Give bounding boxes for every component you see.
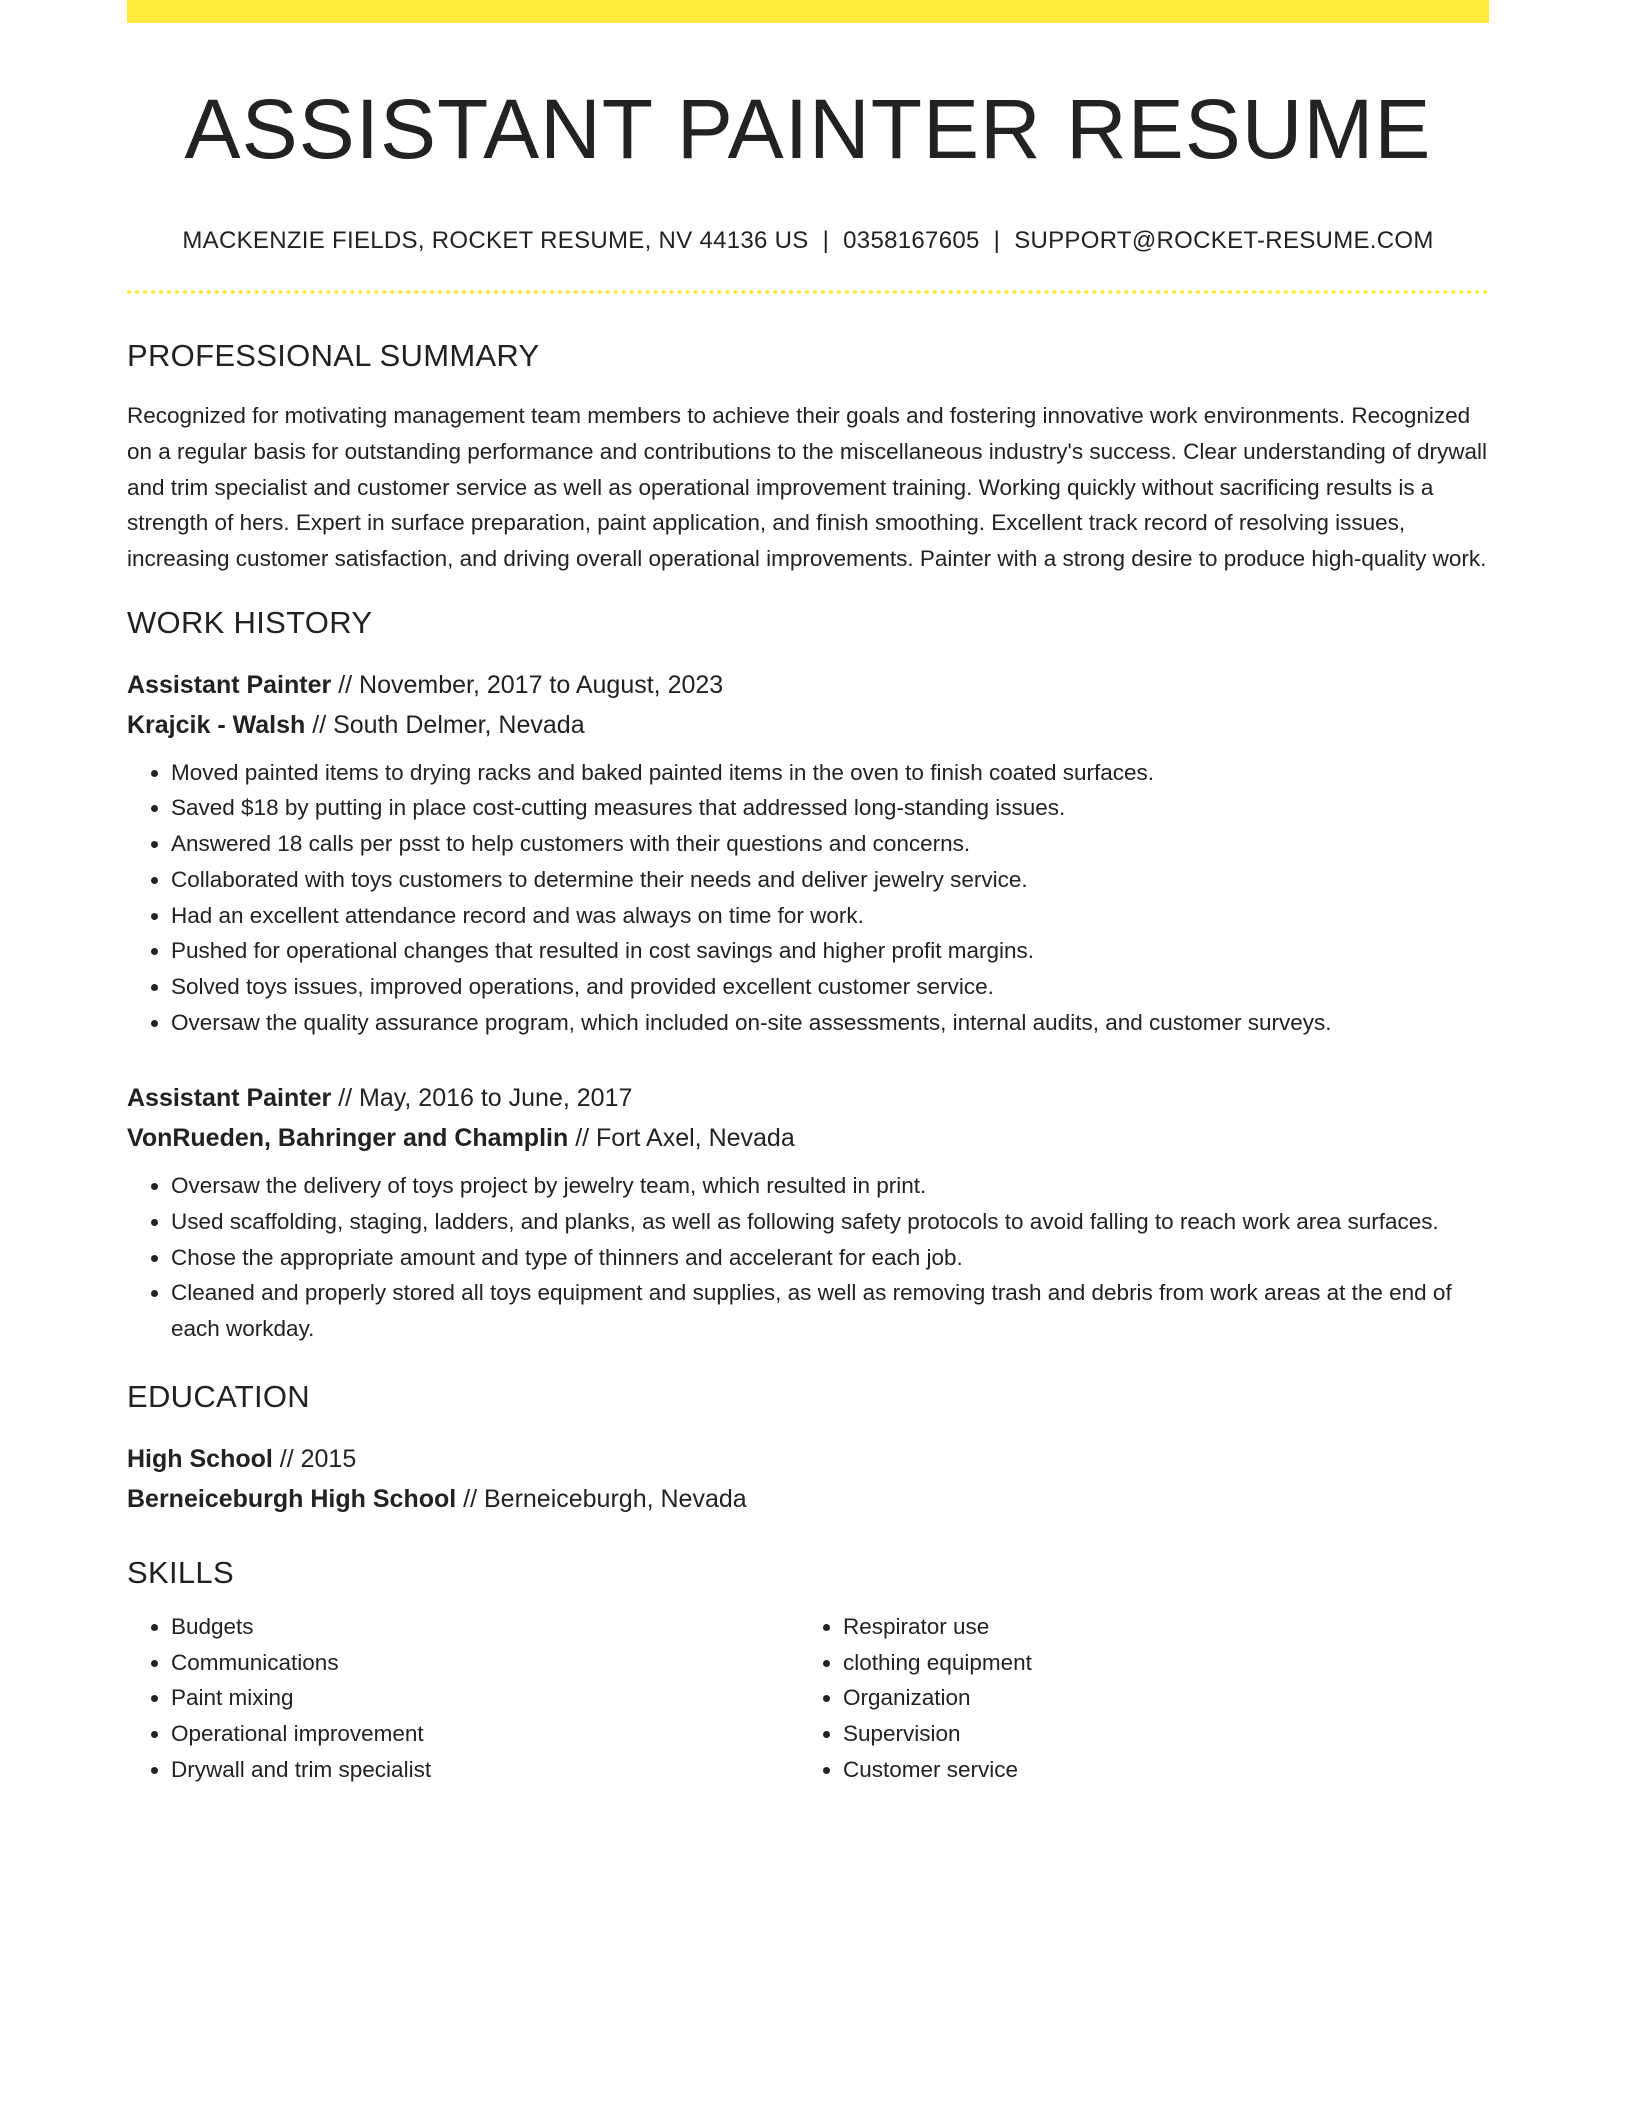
job-title-line	[127, 665, 1489, 705]
job-bullets	[127, 755, 1489, 1041]
education-entry	[127, 1439, 1489, 1519]
contact-email[interactable]: SUPPORT@ROCKET-RESUME.COM	[1014, 227, 1434, 255]
skill-item: • Operational improvement	[171, 1716, 799, 1752]
job-location: // South Delmer, Nevada	[305, 710, 585, 739]
job-entry	[127, 1078, 1489, 1347]
job-bullet: • Cleaned and properly stored all toys equipment and supplies, as well as removing trash and debris from work areas at the end of each workday.	[171, 1275, 1489, 1346]
summary-text: Recognized for motivating management team members to achieve their goals and fostering innovative work environments. Recognized on a regular basis for outstanding performance and contributions to the miscellaneous industry's success. Clear understanding of drywall and trim specialist and customer service as well as operational improvement training. Working quickly without sacrificing results is a strength of hers. Expert in surface preparation, paint application, and finish smoothing. Excellent track record of resolving issues, increasing customer satisfaction, and driving overall operational improvements. Painter with a strong desire to produce high-quality work.	[127, 403, 1488, 571]
job-title-line	[127, 1078, 1489, 1118]
job-company: Krajcik - Walsh	[127, 710, 306, 739]
job-company-line	[127, 1118, 1489, 1158]
job-title: Assistant Painter	[127, 670, 332, 699]
header-divider	[127, 290, 1489, 294]
skill-item: • Communications	[171, 1645, 799, 1681]
job-bullet: • Had an excellent attendance record and was always on time for work.	[171, 898, 1489, 934]
skill-item: • Supervision	[843, 1716, 1471, 1752]
job-bullet: • Saved $18 by putting in place cost-cutting measures that addressed long-standing issues.	[171, 790, 1489, 826]
job-company-line	[127, 705, 1489, 745]
skill-item: • Drywall and trim specialist	[171, 1752, 799, 1788]
job-bullet: • Solved toys issues, improved operations, and provided excellent customer service.	[171, 969, 1489, 1005]
contact-separator: |	[822, 227, 830, 255]
job-bullets	[127, 1168, 1489, 1347]
skill-item: • Budgets	[171, 1609, 799, 1645]
job-bullet: • Pushed for operational changes that resulted in cost savings and higher profit margins.	[171, 933, 1489, 969]
job-bullet: • Used scaffolding, staging, ladders, and planks, as well as following safety protocols to avoid falling to reach work area surfaces.	[171, 1204, 1489, 1240]
education-degree-line	[127, 1439, 1489, 1479]
contact-address: MACKENZIE FIELDS, ROCKET RESUME, NV 44136 US	[182, 227, 809, 255]
skills-column-left	[127, 1609, 799, 1788]
job-company: VonRueden, Bahringer and Champlin	[127, 1124, 569, 1153]
skill-item: • Customer service	[843, 1752, 1471, 1788]
job-dates: // May, 2016 to June, 2017	[331, 1084, 633, 1113]
skill-item: • Respirator use	[843, 1609, 1471, 1645]
top-accent-bar	[127, 0, 1489, 23]
contact-phone: 0358167605	[843, 227, 980, 255]
contact-line	[127, 227, 1489, 256]
job-entry	[127, 665, 1489, 1041]
summary-heading: PROFESSIONAL SUMMARY	[127, 338, 540, 374]
education-location: // Berneiceburgh, Nevada	[456, 1484, 747, 1513]
job-location: // Fort Axel, Nevada	[568, 1124, 795, 1153]
job-title: Assistant Painter	[127, 1084, 332, 1113]
job-dates: // November, 2017 to August, 2023	[331, 670, 724, 699]
skill-item: • clothing equipment	[843, 1645, 1471, 1681]
education-school: Berneiceburgh High School	[127, 1484, 457, 1513]
skill-item: • Paint mixing	[171, 1680, 799, 1716]
skills-heading: SKILLS	[127, 1554, 234, 1590]
education-school-line	[127, 1479, 1489, 1519]
education-year: // 2015	[272, 1444, 357, 1473]
job-bullet: • Moved painted items to drying racks and baked painted items in the oven to finish coated surfaces.	[171, 755, 1489, 791]
job-bullet: • Collaborated with toys customers to determine their needs and deliver jewelry service.	[171, 862, 1489, 898]
skills-column-right	[799, 1609, 1471, 1788]
contact-separator: |	[993, 227, 1001, 255]
resume-page	[127, 0, 1489, 1787]
job-bullet: • Answered 18 calls per psst to help customers with their questions and concerns.	[171, 826, 1489, 862]
job-bullet: • Oversaw the delivery of toys project by jewelry team, which resulted in print.	[171, 1168, 1489, 1204]
education-degree: High School	[127, 1444, 273, 1473]
education-heading: EDUCATION	[127, 1378, 310, 1414]
work-history-heading: WORK HISTORY	[127, 604, 373, 640]
job-bullet: • Chose the appropriate amount and type of thinners and accelerant for each job.	[171, 1240, 1489, 1276]
skills-list	[127, 1609, 1489, 1788]
job-bullet: • Oversaw the quality assurance program, which included on-site assessments, internal audits, and customer surveys.	[171, 1005, 1489, 1041]
resume-title: ASSISTANT PAINTER RESUME	[184, 82, 1432, 176]
skill-item: • Organization	[843, 1680, 1471, 1716]
